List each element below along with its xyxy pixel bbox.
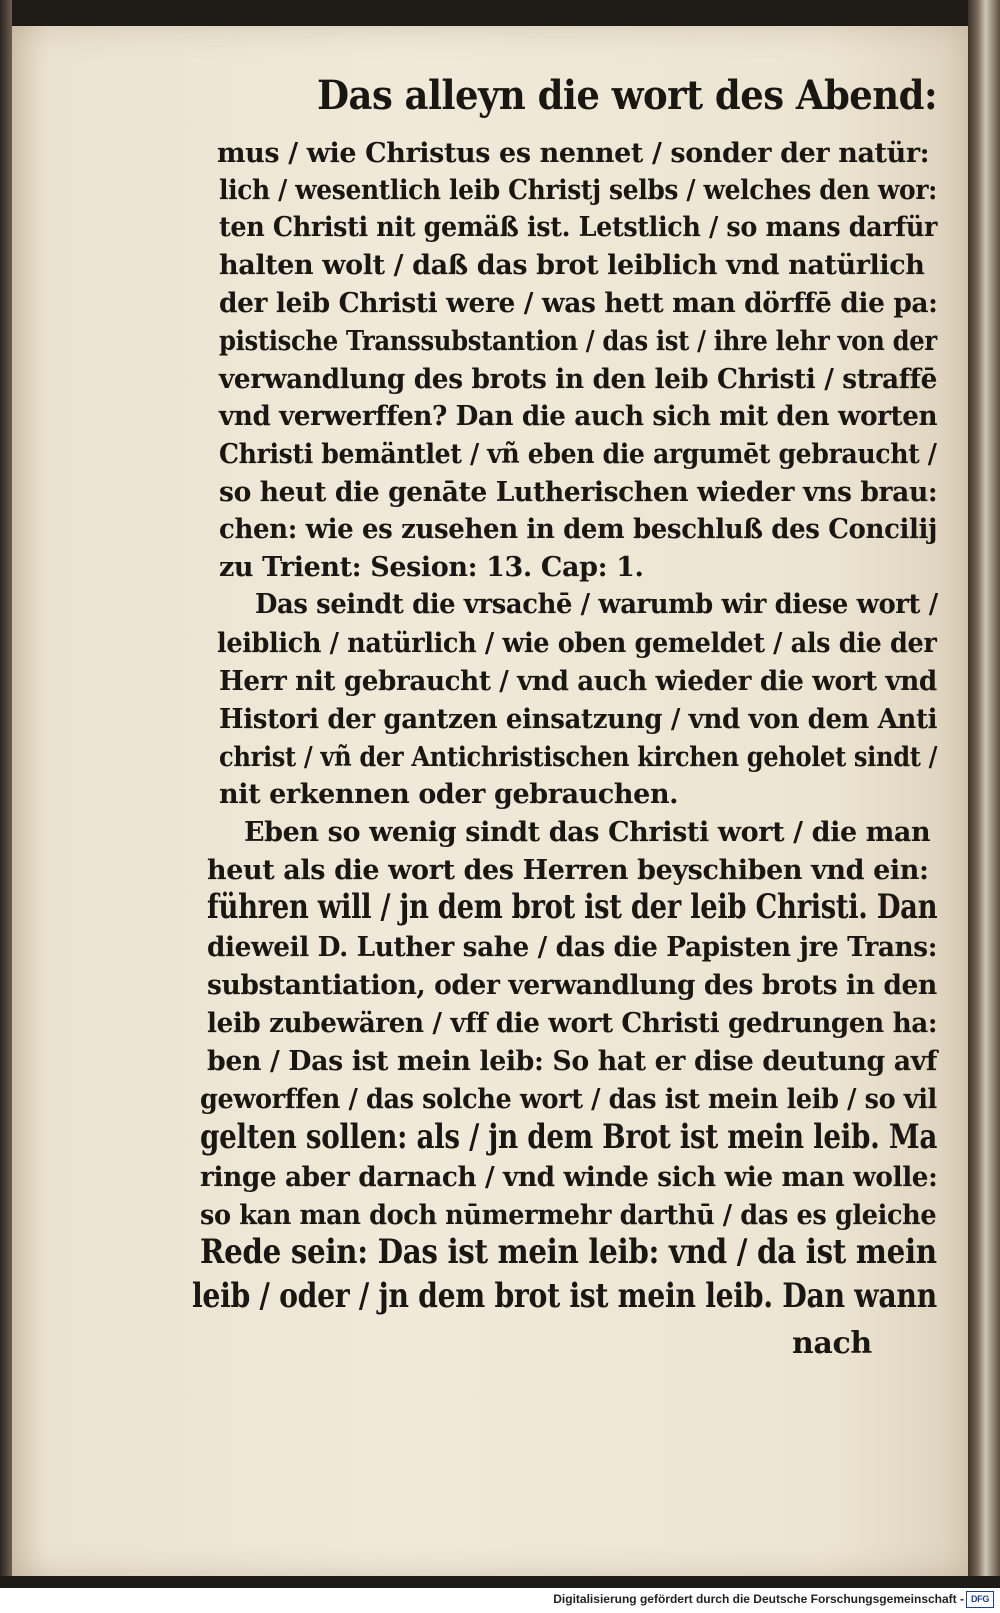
page-headline: Das alleyn die wort des Abend: xyxy=(317,72,938,119)
catchword: nach xyxy=(792,1326,872,1361)
text-line: heut als die wort des Herren beyschiben vnd ein: xyxy=(207,855,929,886)
text-line: dieweil D. Luther sahe / das die Papisten jre Trans: xyxy=(207,932,938,963)
text-line: chen: wie es zusehen in dem beschluß des Concilij xyxy=(219,514,938,545)
text-line: substantiation, oder verwandlung des brots in den xyxy=(207,970,937,1001)
text-line: Christi bemäntlet / vñ eben die argumēt gebraucht / xyxy=(219,439,937,470)
book-left-edge xyxy=(0,0,12,1580)
book-right-edge xyxy=(968,0,1000,1580)
text-line: Eben so wenig sindt das Christi wort / die man xyxy=(244,817,931,848)
text-line: gelten sollen: als / jn dem Brot ist mein leib. Ma xyxy=(200,1117,938,1157)
text-line: verwandlung des brots in den leib Christi / straffē xyxy=(219,364,938,395)
footer-bar xyxy=(0,1588,1000,1613)
text-line: Histori der gantzen einsatzung / vnd von dem Anti xyxy=(219,704,938,735)
text-line: mus / wie Christus es nennet / sonder der natür: xyxy=(217,138,930,169)
text-line: pistische Transsubstantion / das ist / ihre lehr von der xyxy=(219,326,937,357)
text-line: Rede sein: Das ist mein leib: vnd / da ist mein xyxy=(200,1232,937,1272)
text-line: Herr nit gebraucht / vnd auch wieder die wort vnd xyxy=(219,666,937,697)
text-line: vnd verwerffen? Dan die auch sich mit den worten xyxy=(219,401,938,432)
text-line: so heut die genāte Lutherischen wieder vns brau: xyxy=(219,477,938,508)
funding-credit: Digitalisierung gefördert durch die Deutsche Forschungsgemeinschaft - xyxy=(553,1592,964,1606)
text-line: führen will / jn dem brot ist der leib Christi. Dan xyxy=(207,887,938,927)
scan-top-edge xyxy=(0,0,1000,26)
text-line: ten Christi nit gemäß ist. Letstlich / so mans darfür xyxy=(219,212,938,243)
text-line: ringe aber darnach / vnd winde sich wie man wolle: xyxy=(200,1162,938,1193)
text-line: zu Trient: Sesion: 13. Cap: 1. xyxy=(219,552,644,583)
dfg-logo: DFG xyxy=(966,1591,994,1608)
text-line: geworffen / das solche wort / das ist mein leib / so vil xyxy=(200,1084,937,1115)
text-line: leiblich / natürlich / wie oben gemeldet / als die der xyxy=(217,628,937,659)
text-line: lich / wesentlich leib Christj selbs / welches den wor: xyxy=(219,175,937,206)
text-line: leib zubewären / vff die wort Christi gedrungen ha: xyxy=(207,1008,938,1039)
text-line: so kan man doch nūmermehr darthū / das es gleiche xyxy=(200,1200,937,1231)
text-line: Das seindt die vrsachē / warumb wir diese wort / xyxy=(255,589,938,620)
text-line: nit erkennen oder gebrauchen. xyxy=(219,779,679,810)
scan-bottom-edge xyxy=(0,1576,1000,1588)
text-line: christ / vñ der Antichristischen kirchen geholet sindt / xyxy=(219,742,938,773)
text-line: halten wolt / daß das brot leiblich vnd natürlich xyxy=(219,250,925,281)
text-line: leib / oder / jn dem brot ist mein leib. Dan wann xyxy=(192,1276,937,1316)
book-page xyxy=(12,26,968,1576)
text-line: ben / Das ist mein leib: So hat er dise deutung avf xyxy=(207,1046,938,1077)
text-line: der leib Christi were / was hett man dörffē die pa: xyxy=(219,288,938,319)
page-text xyxy=(12,26,968,1576)
